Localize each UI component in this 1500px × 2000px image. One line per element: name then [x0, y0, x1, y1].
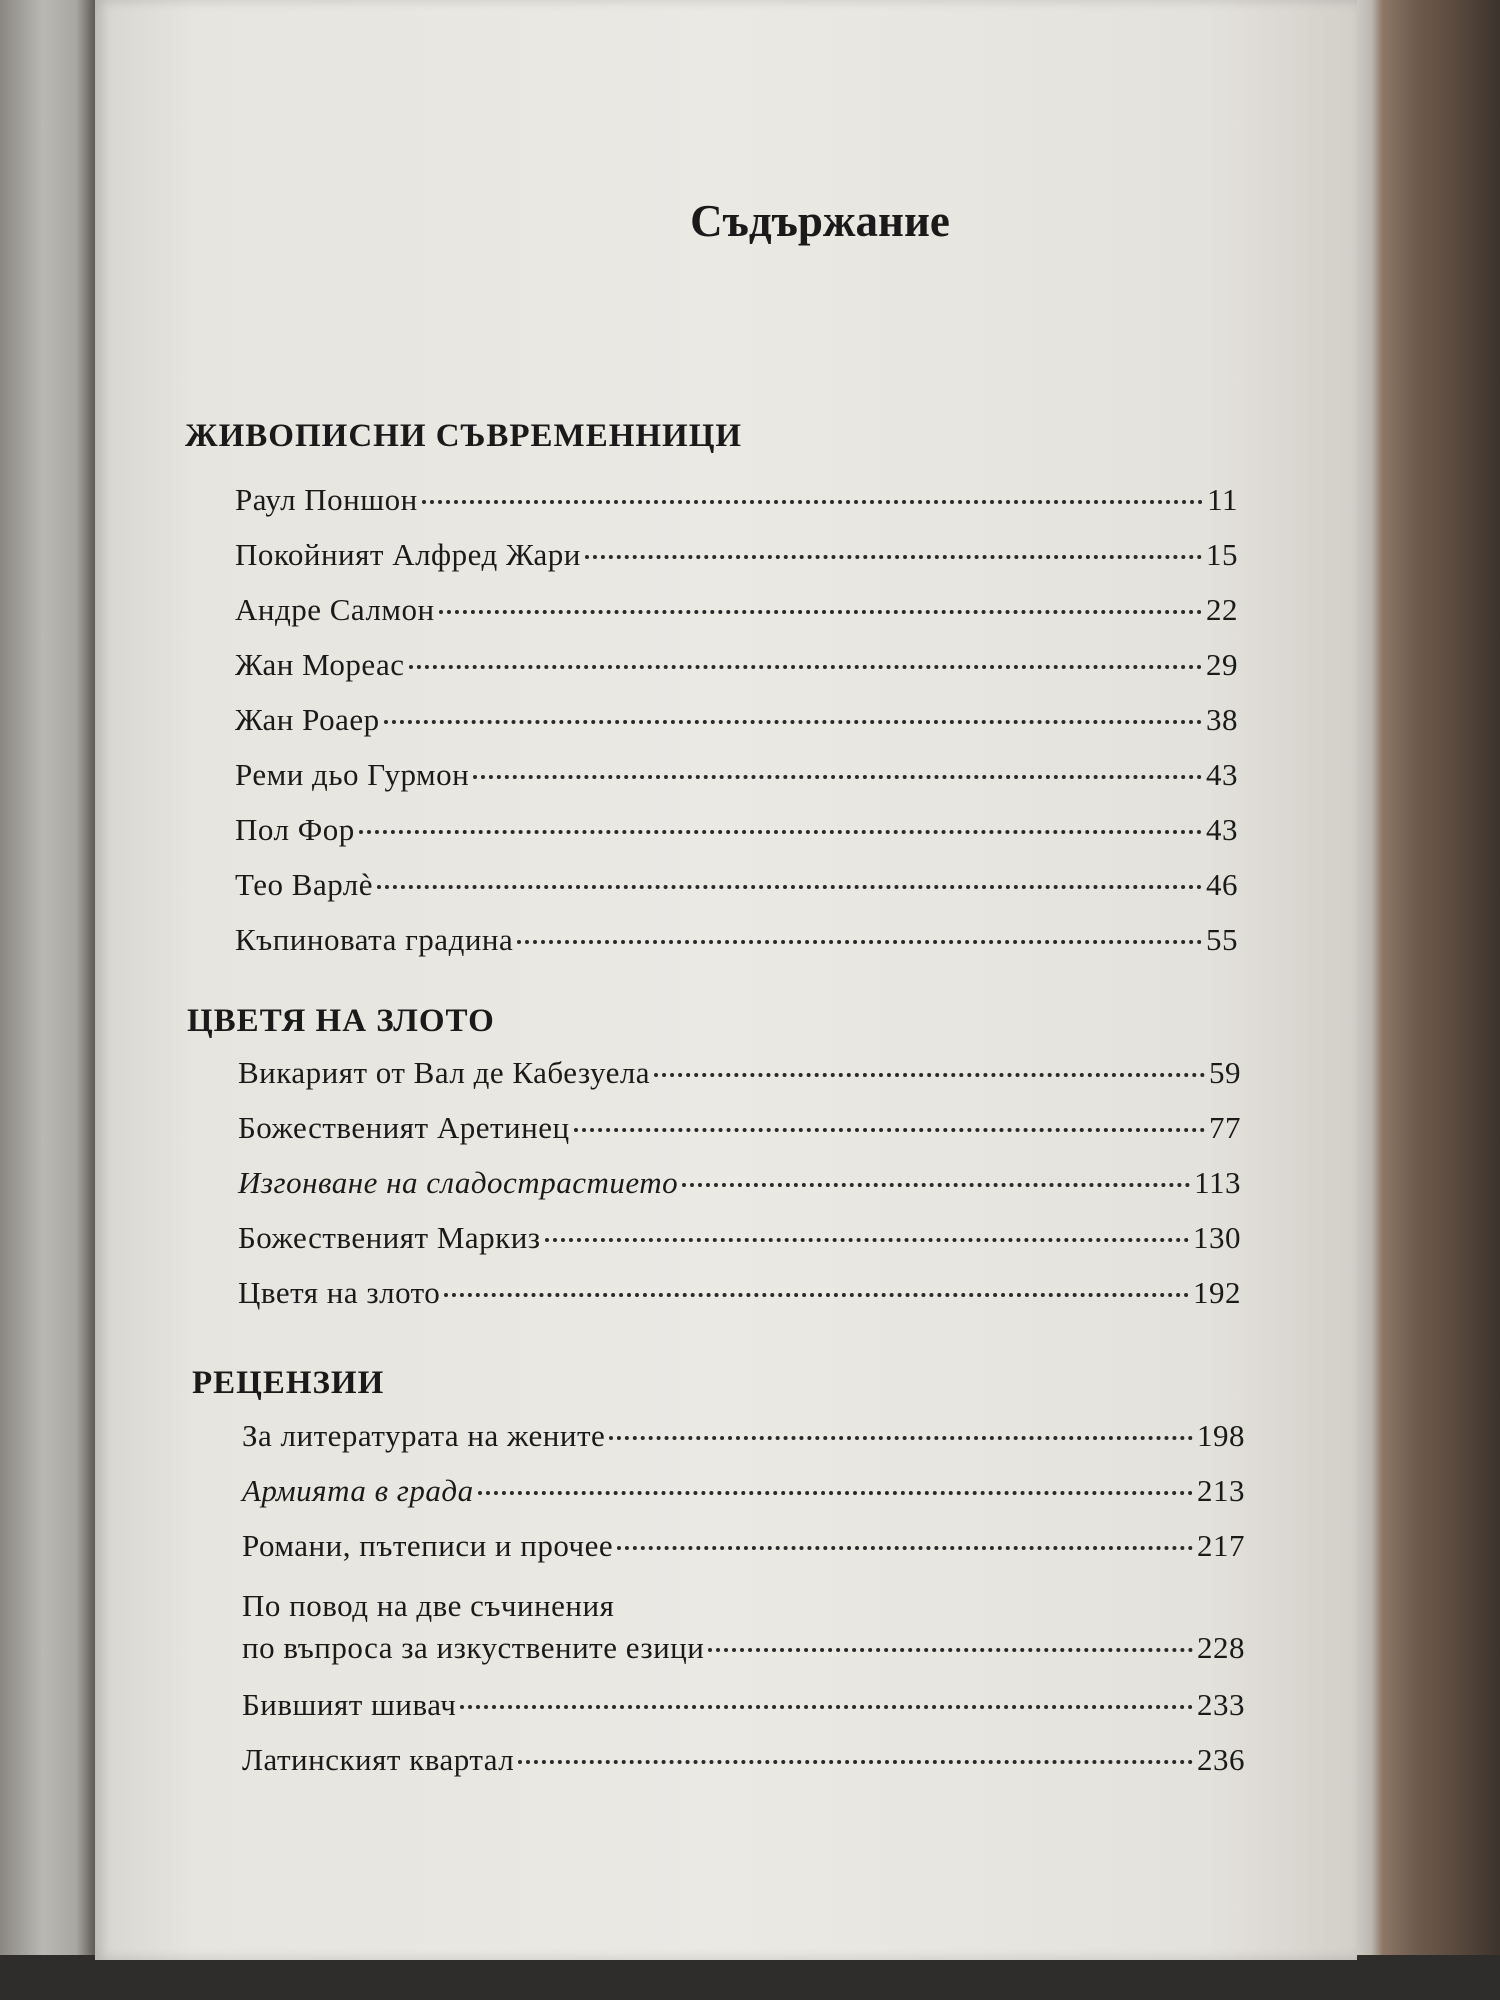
toc-entry: Тео Варлѐ 46 — [235, 867, 1238, 902]
toc-entry: Божественият Маркиз 130 — [238, 1220, 1241, 1255]
section-header-zhivopisni: ЖИВОПИСНИ СЪВРЕМЕННИЦИ — [185, 418, 743, 454]
section-header-tsvetya: ЦВЕТЯ НА ЗЛОТО — [187, 1003, 495, 1039]
book-page — [95, 0, 1357, 1960]
toc-entry: Пол Фор 43 — [235, 812, 1238, 847]
toc-entry: Божественият Аретинец 77 — [238, 1110, 1241, 1145]
toc-entry: Реми дьо Гурмон 43 — [235, 757, 1238, 792]
toc-entry: Къпиновата градина 55 — [235, 922, 1238, 957]
background-bottom — [0, 1955, 1500, 2000]
toc-entry: Викарият от Вал де Кабезуела 59 — [238, 1055, 1241, 1090]
toc-entry: по въпроса за изкуствените езици 228 — [242, 1630, 1245, 1665]
toc-entry: Романи, пътеписи и прочее 217 — [242, 1528, 1245, 1563]
toc-entry: Жан Мореас 29 — [235, 647, 1238, 682]
toc-title: Съдържание — [690, 196, 950, 246]
toc-entry: Армията в града 213 — [242, 1473, 1245, 1508]
section-header-retsenzii: РЕЦЕНЗИИ — [192, 1365, 385, 1401]
toc-entry: Цветя на злото 192 — [238, 1275, 1241, 1310]
toc-entry: Андре Салмон 22 — [235, 592, 1238, 627]
toc-entry: Латинският квартал 236 — [242, 1742, 1245, 1777]
book-edge-right — [1350, 0, 1500, 2000]
toc-entry: Раул Поншон 11 — [235, 482, 1238, 517]
toc-entry: За литературата на жените 198 — [242, 1418, 1245, 1453]
toc-entry: Бившият шивач 233 — [242, 1687, 1245, 1722]
toc-entry: Покойният Алфред Жари 15 — [235, 537, 1238, 572]
toc-entry: Изгонване на сладострастието 113 — [238, 1165, 1241, 1200]
toc-entry-line1: По повод на две съчинения — [242, 1588, 615, 1623]
toc-entry: Жан Роаер 38 — [235, 702, 1238, 737]
book-binding-left — [0, 0, 95, 2000]
